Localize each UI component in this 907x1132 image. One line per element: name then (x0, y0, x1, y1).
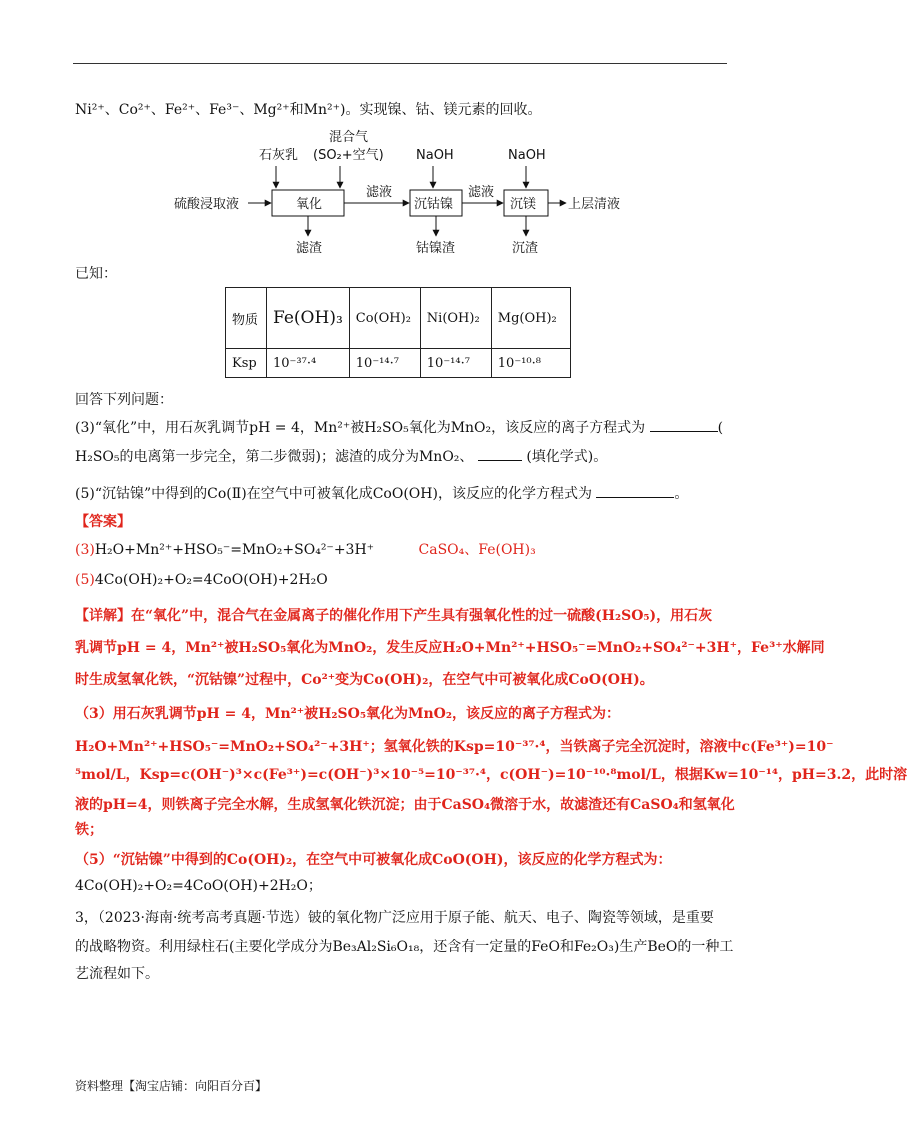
reagent1-label: 石灰乳 (259, 148, 299, 163)
q3-line1-text: (3)“氧化”中，用石灰乳调节pH = 4，Mn²⁺被H₂SO₅氧化为MnO₂，该反应的离子方程式为 (75, 420, 646, 436)
answer-5-equation: 4Co(OH)₂+O₂=4CoO(OH)+2H₂O (94, 572, 328, 588)
reagent2-line2: (SO₂+空气) (313, 148, 384, 163)
table-row (226, 349, 571, 378)
species-cell: Ni(OH)₂ (420, 288, 491, 349)
filtrate2-label: 滤液 (468, 185, 495, 200)
output-label: 上层清液 (568, 197, 621, 212)
detail-line: 时生成氢氧化铁，“沉钴镍”过程中，Co²⁺变为Co(OH)₂，在空气中可被氧化成CoO(OH)。 (75, 672, 654, 688)
detail-line: 【详解】在“氧化”中，混合气在金属离子的催化作用下产生具有强氧化性的过一硫酸(H₂SO₅)，用石灰 (75, 608, 713, 624)
detail-line: 乳调节pH = 4，Mn²⁺被H₂SO₅氧化为MnO₂，发生反应H₂O+Mn²⁺+HSO₅⁻=MnO₂+SO₄²⁻+3H⁺，Fe³⁺水解同 (75, 640, 825, 656)
known-label: 已知： (75, 266, 117, 282)
problem-3-line: 艺流程如下。 (75, 966, 159, 982)
answer-3-equation: H₂O+Mn²⁺+HSO₅⁻=MnO₂+SO₄²⁻+3H⁺ (94, 542, 375, 558)
q3-line2 (75, 446, 607, 467)
reagent4-label: NaOH (508, 148, 546, 163)
answer-5 (75, 570, 328, 590)
q5-line: (5)“沉钴镍”中得到的Co(Ⅱ)在空气中可被氧化成CoO(OH)，该反应的化学方程式为 。 (75, 483, 688, 504)
q3-line1: (3)“氧化”中，用石灰乳调节pH = 4，Mn²⁺被H₂SO₅氧化为MnO₂，该反应的离子方程式为 ( (75, 417, 723, 438)
residue2-label: 钴镍渣 (416, 241, 456, 256)
step-oxidation-label: 氧化 (296, 197, 323, 212)
answer-3 (75, 540, 536, 560)
detail-line: （3）用石灰乳调节pH = 4，Mn²⁺被H₂SO₅氧化为MnO₂，该反应的离子方程式为： (75, 706, 620, 722)
process-flow-diagram (0, 0, 800, 260)
answer-3-number: (3) (75, 542, 95, 558)
filtrate1-label: 滤液 (366, 185, 393, 200)
questions-intro: 回答下列问题： (75, 392, 173, 408)
detail-line: （5）“沉钴镍”中得到的Co(OH)₂，在空气中可被氧化成CoO(OH)，该反应的化学方程式为： (75, 852, 672, 868)
reagent2-line1: 混合气 (329, 130, 369, 145)
ksp-value-cell: 10⁻³⁷·⁴ (267, 349, 350, 378)
q3-line2-tail: (填化学式)。 (526, 449, 608, 465)
problem-3-line: 的战略物资。利用绿柱石(主要化学成分为Be₃Al₂Si₆O₁₈，还含有一定量的FeO和Fe₂O₃)生产BeO的一种工 (75, 939, 734, 955)
detail-line: 铁； (75, 822, 103, 838)
detail-line: 液的pH=4，则铁离子完全水解，生成氢氧化铁沉淀；由于CaSO₄微溶于水，故滤渣还有CaSO₄和氢氧化 (75, 797, 735, 813)
answer-5-number: (5) (75, 572, 95, 588)
q3-blank-residue (478, 446, 522, 461)
footer-text: 资料整理【淘宝店铺：向阳百分百】 (75, 1079, 268, 1093)
ksp-table (225, 287, 571, 378)
ksp-label-cell: Ksp (226, 349, 267, 378)
reagent3-label: NaOH (416, 148, 454, 163)
ksp-value-cell: 10⁻¹⁰·⁸ (491, 349, 570, 378)
header-label-cell: 物质 (226, 288, 267, 349)
step-mg-label: 沉镁 (510, 197, 537, 212)
q3-line2-text: H₂SO₅的电离第一步完全，第二步微弱)；滤渣的成分为MnO₂、 (75, 449, 474, 465)
intro-line: Ni²⁺、Co²⁺、Fe²⁺、Fe³⁻、Mg²⁺和Mn²⁺)。实现镍、钴、镁元素的回收。 (75, 102, 542, 118)
q3-blank-equation (650, 417, 718, 432)
problem-3-line: 3，（2023·海南·统考高考真题·节选）铍的氧化物广泛应用于原子能、航天、电子、陶瓷等领域，是重要 (75, 910, 714, 926)
step-co-ni-label: 沉钴镍 (414, 197, 454, 212)
detail-line: ⁵mol/L，Ksp=c(OH⁻)³×c(Fe³⁺)=c(OH⁻)³×10⁻⁵=10⁻³⁷·⁴，c(OH⁻)=10⁻¹⁰·⁸mol/L，根据Kw=10⁻¹⁴，pH=3.2，此时溶 (75, 767, 907, 783)
species-cell: Mg(OH)₂ (491, 288, 570, 349)
residue3-label: 沉渣 (512, 241, 539, 256)
ksp-value-cell: 10⁻¹⁴·⁷ (420, 349, 491, 378)
q5-line-text: (5)“沉钴镍”中得到的Co(Ⅱ)在空气中可被氧化成CoO(OH)，该反应的化学方程式为 (75, 486, 592, 502)
residue1-label: 滤渣 (296, 241, 323, 256)
q5-blank-equation (596, 483, 674, 498)
detail-line: 4Co(OH)₂+O₂=4CoO(OH)+2H₂O； (75, 878, 322, 894)
species-cell: Fe(OH)₃ (267, 288, 350, 349)
ksp-value-cell: 10⁻¹⁴·⁷ (349, 349, 420, 378)
answer-label: 【答案】 (75, 514, 131, 530)
input-label: 硫酸浸取液 (174, 197, 240, 212)
species-cell: Co(OH)₂ (349, 288, 420, 349)
detail-line: H₂O+Mn²⁺+HSO₅⁻=MnO₂+SO₄²⁻+3H⁺；氢氧化铁的Ksp=10⁻³⁷·⁴，当铁离子完全沉淀时，溶液中c(Fe³⁺)=10⁻ (75, 739, 834, 755)
answer-3-solids: CaSO₄、Fe(OH)₃ (418, 542, 536, 558)
table-row (226, 288, 571, 349)
